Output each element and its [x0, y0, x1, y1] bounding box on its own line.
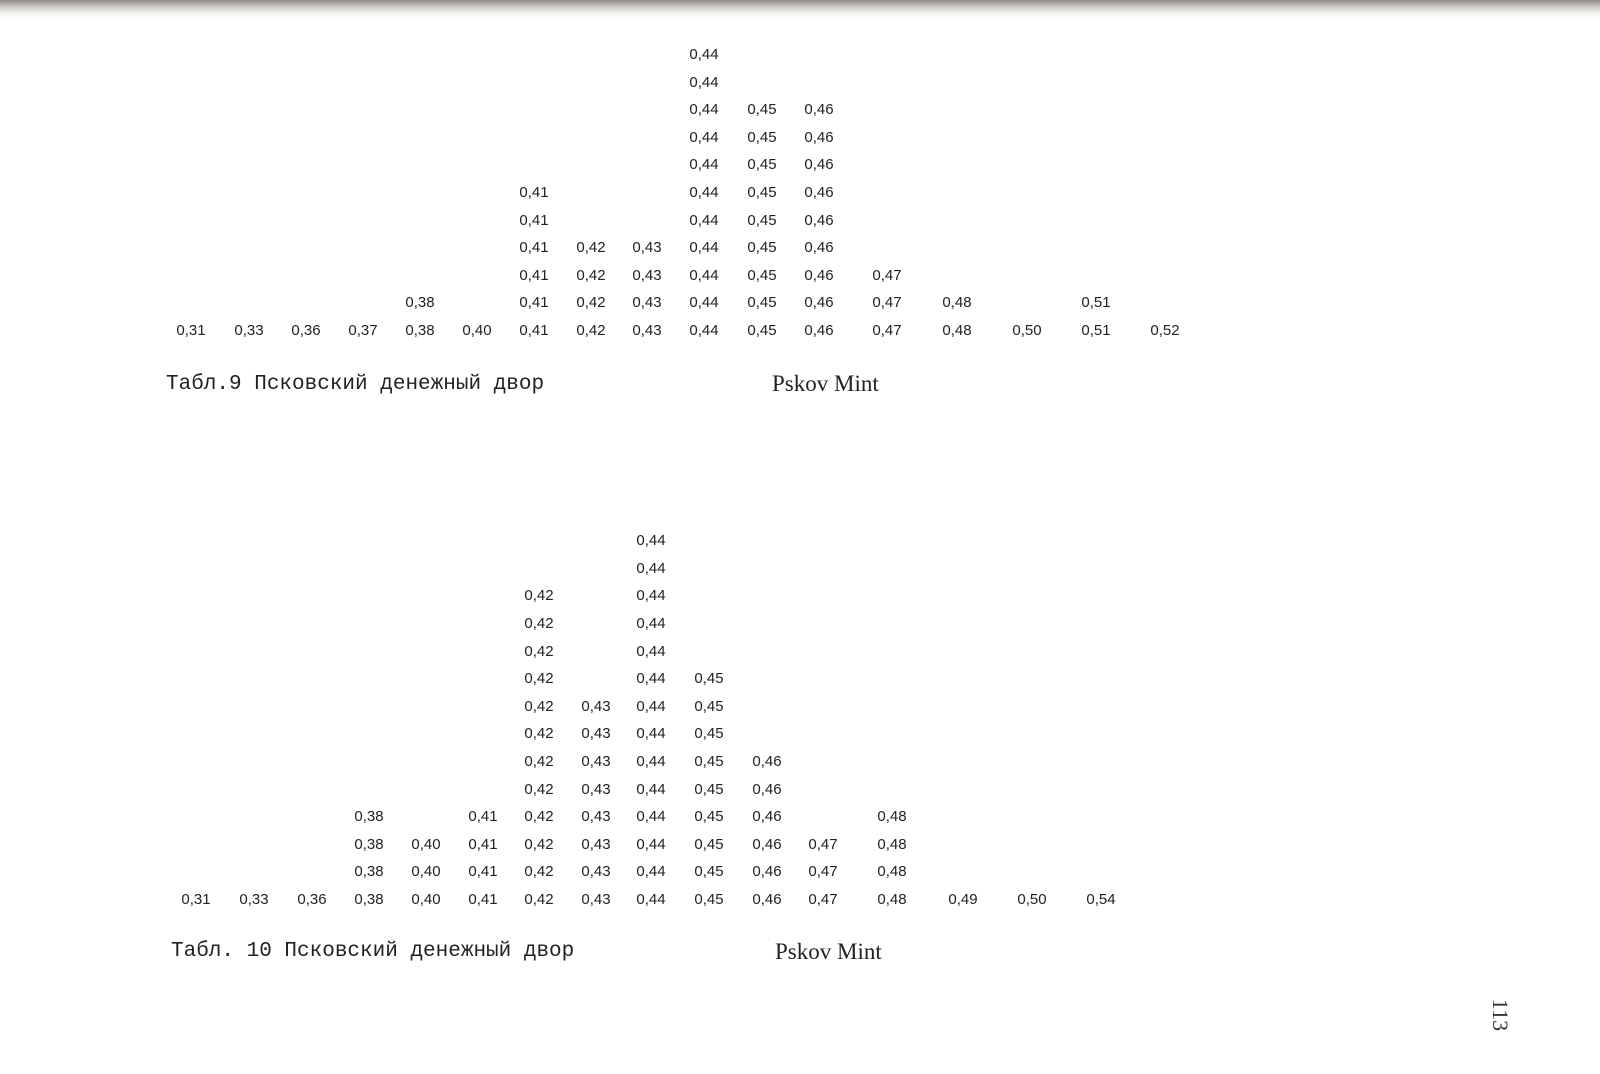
table-9-cell: 0,41	[519, 294, 549, 312]
table-10-cell: 0,41	[468, 835, 498, 853]
table-9-cell: 0,46	[804, 239, 834, 257]
table-9-cell: 0,47	[872, 322, 902, 339]
table-10-cell: 0,44	[636, 753, 666, 770]
table-9-cell: 0,48	[942, 294, 972, 312]
table-10-cell: 0,42	[524, 670, 554, 688]
table-10-cell: 0,42	[524, 835, 554, 853]
table-9-cell: 0,38	[405, 294, 435, 312]
table-10-cell: 0,45	[694, 725, 724, 743]
table-9-cell: 0,46	[804, 211, 834, 229]
table-10-cell: 0,46	[752, 891, 782, 908]
table-10-cell: 0,40	[411, 891, 441, 908]
table-10-cell: 0,42	[524, 780, 554, 798]
table-9-cell: 0,46	[804, 128, 834, 146]
table-9-cell: 0,45	[747, 294, 777, 312]
table-10-cell: 0,44	[636, 587, 666, 605]
table-10-cell: 0,48	[877, 835, 907, 853]
table-10-cell: 0,42	[524, 753, 554, 770]
table-10-cell: 0,41	[468, 891, 498, 908]
table-10-cell: 0,45	[694, 697, 724, 715]
table-10-cell: 0,48	[877, 891, 907, 908]
table-10-cell: 0,46	[752, 753, 782, 770]
table-10-cell: 0,33	[239, 891, 269, 908]
table-10-cell: 0,49	[948, 891, 978, 908]
table-10-cell: 0,47	[808, 891, 838, 908]
table-10-cell: 0,43	[581, 753, 611, 770]
table-10-cell: 0,43	[581, 891, 611, 908]
table-10-cell: 0,46	[752, 863, 782, 881]
table-9-cell: 0,47	[872, 266, 902, 284]
table-10-cell: 0,45	[694, 808, 724, 826]
table-9-cell: 0,43	[632, 294, 662, 312]
table-9-cell: 0,44	[689, 322, 719, 339]
table-10-cell: 0,43	[581, 835, 611, 853]
table-9-cell: 0,42	[576, 294, 606, 312]
table-10-cell: 0,31	[181, 891, 211, 908]
table-9-cell: 0,40	[462, 322, 492, 339]
table-9-cell: 0,37	[348, 322, 378, 339]
table-9-cell: 0,41	[519, 322, 549, 339]
table-10-cell: 0,46	[752, 835, 782, 853]
table-9-cell: 0,44	[689, 266, 719, 284]
table-9-cell: 0,48	[942, 322, 972, 339]
table-9-cell: 0,43	[632, 322, 662, 339]
table-9-cell: 0,33	[234, 322, 264, 339]
table-10-cell: 0,44	[636, 615, 666, 632]
table-9-cell: 0,41	[519, 184, 549, 201]
table-10-cell: 0,44	[636, 808, 666, 826]
table-9-caption-ru: Табл.9 Псковский денежный двор	[166, 373, 545, 396]
table-10-cell: 0,44	[636, 863, 666, 881]
table-10-cell: 0,44	[636, 725, 666, 743]
table-10-cell: 0,42	[524, 697, 554, 715]
table-9-cell: 0,45	[747, 266, 777, 284]
table-10-cell: 0,46	[752, 780, 782, 798]
table-10-cell: 0,44	[636, 835, 666, 853]
table-9-cell: 0,46	[804, 294, 834, 312]
table-9-cell: 0,44	[689, 46, 719, 63]
table-10-cell: 0,43	[581, 697, 611, 715]
table-10-cell: 0,46	[752, 808, 782, 826]
table-10-cell: 0,42	[524, 863, 554, 881]
table-10-cell: 0,41	[468, 863, 498, 881]
table-10-cell: 0,48	[877, 863, 907, 881]
table-9-cell: 0,38	[405, 322, 435, 339]
table-10-cell: 0,42	[524, 642, 554, 660]
table-10-cell: 0,41	[468, 808, 498, 826]
table-10-cell: 0,42	[524, 615, 554, 632]
table-10-cell: 0,40	[411, 863, 441, 881]
table-10-cell: 0,54	[1086, 891, 1116, 908]
table-10-cell: 0,38	[354, 835, 384, 853]
table-10-cell: 0,47	[808, 863, 838, 881]
table-9-cell: 0,45	[747, 156, 777, 174]
table-10-cell: 0,43	[581, 780, 611, 798]
table-10-cell: 0,48	[877, 808, 907, 826]
table-9-cell: 0,47	[872, 294, 902, 312]
table-9-cell: 0,41	[519, 266, 549, 284]
table-9-cell: 0,44	[689, 294, 719, 312]
table-9-cell: 0,45	[747, 128, 777, 146]
table-10-cell: 0,42	[524, 891, 554, 908]
table-10-cell: 0,44	[636, 697, 666, 715]
table-9-cell: 0,46	[804, 101, 834, 119]
table-9-cell: 0,45	[747, 322, 777, 339]
table-9-cell: 0,44	[689, 128, 719, 146]
table-9-cell: 0,51	[1081, 294, 1111, 312]
table-10-cell: 0,45	[694, 753, 724, 770]
table-10-cell: 0,45	[694, 780, 724, 798]
table-10-cell: 0,40	[411, 835, 441, 853]
table-9-cell: 0,42	[576, 266, 606, 284]
table-10-cell: 0,43	[581, 725, 611, 743]
table-9-cell: 0,51	[1081, 322, 1111, 339]
table-10-caption-en: Pskov Mint	[775, 939, 882, 964]
table-10-cell: 0,43	[581, 808, 611, 826]
page-number: 113	[1488, 998, 1513, 1032]
table-9-cell: 0,46	[804, 322, 834, 339]
table-9-cell: 0,52	[1150, 322, 1180, 339]
page-top-shadow	[0, 0, 1600, 18]
table-9-cell: 0,44	[689, 101, 719, 119]
table-9-cell: 0,41	[519, 239, 549, 257]
table-9-cell: 0,44	[689, 73, 719, 91]
table-10-cell: 0,36	[297, 891, 327, 908]
table-10-cell: 0,42	[524, 725, 554, 743]
table-9-cell: 0,44	[689, 239, 719, 257]
table-9-cell: 0,46	[804, 184, 834, 201]
table-10-cell: 0,45	[694, 835, 724, 853]
table-9-cell: 0,42	[576, 239, 606, 257]
table-10-cell: 0,50	[1017, 891, 1047, 908]
table-10-cell: 0,45	[694, 863, 724, 881]
table-10-cell: 0,44	[636, 780, 666, 798]
table-10-cell: 0,44	[636, 532, 666, 550]
table-10-cell: 0,44	[636, 559, 666, 577]
table-10-cell: 0,44	[636, 670, 666, 688]
table-10-caption-ru: Табл. 10 Псковский денежный двор	[171, 940, 575, 963]
table-10-cell: 0,44	[636, 891, 666, 908]
table-10-cell: 0,45	[694, 670, 724, 688]
table-10-cell: 0,42	[524, 587, 554, 605]
table-10-cell: 0,38	[354, 891, 384, 908]
table-9-cell: 0,46	[804, 156, 834, 174]
table-9-cell: 0,31	[176, 322, 206, 339]
table-10-cell: 0,43	[581, 863, 611, 881]
table-9-cell: 0,45	[747, 184, 777, 201]
table-9-cell: 0,42	[576, 322, 606, 339]
table-9-cell: 0,44	[689, 184, 719, 201]
table-9-cell: 0,41	[519, 211, 549, 229]
table-9-cell: 0,45	[747, 211, 777, 229]
table-9-cell: 0,45	[747, 101, 777, 119]
table-10-cell: 0,38	[354, 808, 384, 826]
table-10-cell: 0,42	[524, 808, 554, 826]
table-10-cell: 0,38	[354, 863, 384, 881]
table-9-cell: 0,44	[689, 156, 719, 174]
table-9-cell: 0,36	[291, 322, 321, 339]
table-10-cell: 0,45	[694, 891, 724, 908]
table-9-cell: 0,45	[747, 239, 777, 257]
table-9-cell: 0,43	[632, 239, 662, 257]
table-9-cell: 0,46	[804, 266, 834, 284]
table-10-cell: 0,47	[808, 835, 838, 853]
table-9-cell: 0,43	[632, 266, 662, 284]
table-10-cell: 0,44	[636, 642, 666, 660]
table-9-cell: 0,50	[1012, 322, 1042, 339]
table-9-caption-en: Pskov Mint	[772, 371, 879, 396]
table-9-cell: 0,44	[689, 211, 719, 229]
